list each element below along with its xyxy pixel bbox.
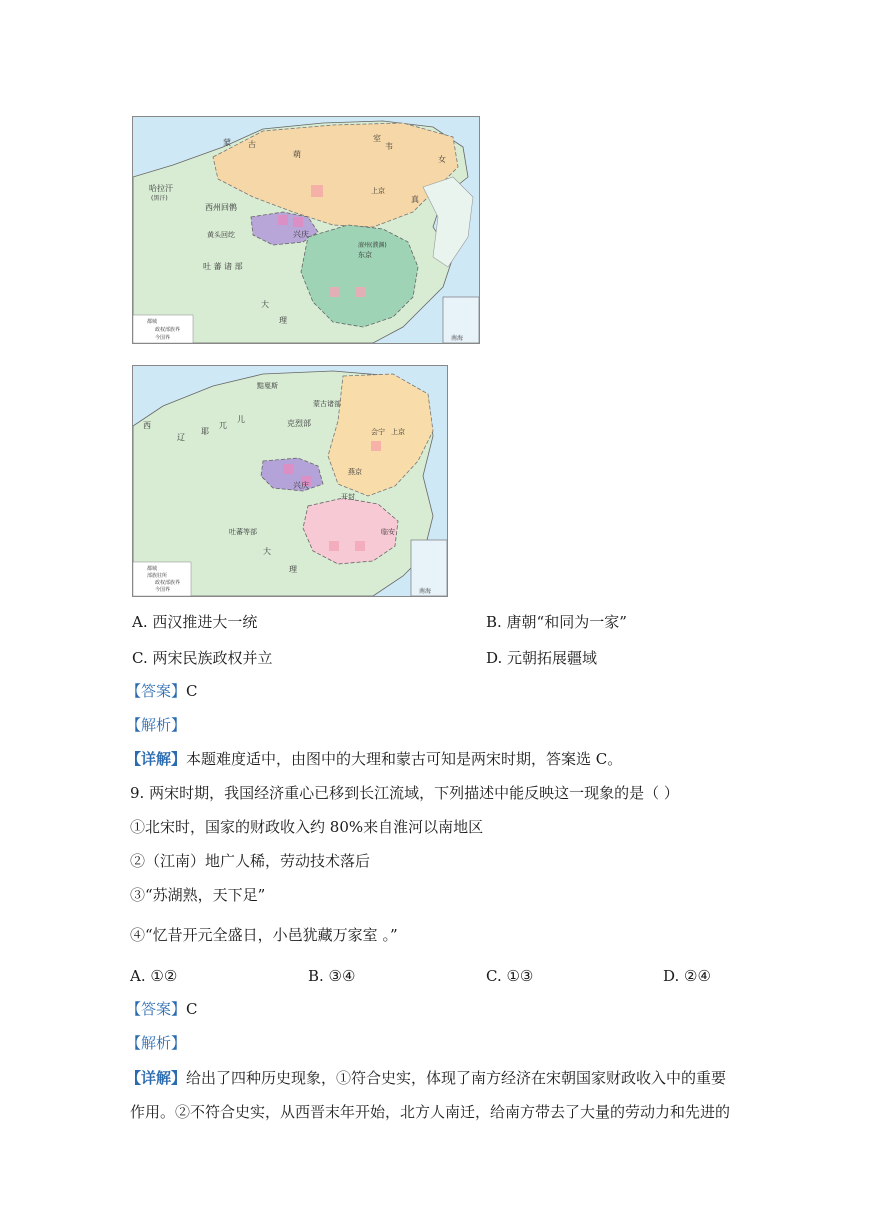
label-heihan: (黑汗) [151, 195, 168, 202]
label-dongjing: 东京 [358, 251, 372, 259]
label-menggu-zhubu: 蒙古诸部 [313, 400, 341, 408]
legend-boundary-2: 政权部族界 [155, 580, 181, 586]
q9-detail-text-1: 给出了四种历史现象，①符合史实，体现了南方经济在宋朝国家财政收入中的重要 [186, 1069, 727, 1087]
label-nanhai-2: 南海 [419, 588, 432, 595]
q8-option-b: B. 唐朝“和同为一家” [486, 613, 627, 631]
label-halahan: 哈拉汗 [149, 184, 173, 193]
q8-answer [126, 681, 198, 701]
q9-option-d: D. ②④ [663, 967, 711, 985]
map-northern-song-svg [133, 117, 479, 343]
q9-option-c: C. ①③ [486, 967, 534, 985]
q8-option-a: A. 西汉推进大一统 [132, 613, 258, 631]
legend-capital-2: 都城 [147, 566, 158, 572]
label-nv: 女 [438, 155, 446, 164]
label-er: 儿 [237, 415, 245, 424]
label-zhen: 真 [411, 195, 419, 204]
q8-answer-value: C [186, 682, 198, 700]
label-yanjing: 燕京 [348, 468, 362, 476]
label-tubo-zhubu: 吐 蕃 诸 部 [203, 262, 243, 271]
legend-national-border-2: 今国界 [155, 587, 171, 593]
map-southern-song [132, 365, 448, 597]
label-xingqing-xixia: 兴庆 [293, 481, 309, 490]
label-li: 理 [279, 316, 287, 325]
q9-answer-value: C [186, 1000, 198, 1018]
label-wu: 兀 [219, 421, 227, 430]
legend-tribe-seat: 部族驻所 [147, 573, 168, 579]
q9-item-4: ④“忆昔开元全盛日，小邑犹藏万家室 。” [130, 926, 398, 944]
label-gu: 古 [248, 140, 256, 149]
label-xizhou-huihu: 西州回鹘 [205, 203, 237, 212]
label-keliebu: 克烈部 [287, 419, 311, 428]
legend-capital: 都城 [147, 319, 158, 325]
label-li-2: 理 [289, 565, 297, 574]
label-shangjing-jin: 上京 [391, 428, 405, 436]
label-shiwei: 室 [373, 134, 381, 143]
label-ye: 耶 [201, 427, 209, 436]
q9-item-3: ③“苏湖熟，天下足” [130, 886, 266, 904]
label-da: 大 [261, 300, 269, 309]
label-linan: 临安 [381, 528, 395, 536]
label-mengu: 蒙 [223, 138, 231, 147]
label-xiajiasi: 黠戛斯 [257, 382, 278, 390]
label-shangjing: 上京 [371, 187, 385, 195]
map-northern-song [132, 116, 480, 344]
q8-option-d: D. 元朝拓展疆域 [486, 649, 598, 667]
q8-analysis-tag: 【解析】 [126, 716, 187, 734]
label-wei: 韦 [385, 142, 393, 151]
q9-option-b: B. ③④ [308, 967, 356, 985]
label-huining: 会宁 [371, 428, 385, 436]
q9-stem: 9. 两宋时期，我国经济重心已移到长江流域，下列描述中能反映这一现象的是（ ） [130, 784, 679, 802]
label-tubo-dengbu: 吐蕃等部 [229, 528, 257, 536]
q8-answer-tag: 【答案】 [126, 682, 187, 700]
label-da-2: 大 [263, 547, 271, 556]
label-huangtou-huihe: 黄头回纥 [207, 231, 235, 239]
q9-item-2: ②（江南）地广人稀，劳动技术落后 [130, 852, 371, 870]
label-mengwu: 萌 [293, 150, 301, 159]
q9-analysis-tag: 【解析】 [126, 1034, 187, 1052]
q8-option-c: C. 两宋民族政权并立 [132, 649, 273, 667]
legend-national-border: 今国界 [155, 335, 171, 341]
q9-option-a: A. ①② [130, 967, 178, 985]
q9-detail-line-2: 作用。②不符合史实，从西晋末年开始，北方人南迁，给南方带去了大量的劳动力和先进的 [130, 1103, 731, 1121]
q8-detail-text: 本题难度适中，由图中的大理和蒙古可知是两宋时期，答案选 C。 [186, 750, 623, 768]
label-chanzhou: 澶州(濮渊) [358, 242, 387, 249]
q8-analysis [126, 715, 186, 735]
label-xi: 西 [143, 421, 151, 430]
label-xingqing: 兴庆 [293, 230, 309, 239]
q9-detail-tag: 【详解】 [126, 1069, 187, 1087]
q9-answer-tag: 【答案】 [126, 1000, 187, 1018]
q9-analysis [126, 1033, 186, 1053]
q9-detail-line-1 [126, 1068, 726, 1088]
label-liao: 辽 [177, 433, 185, 442]
q9-item-1: ①北宋时，国家的财政收入约 80%来自淮河以南地区 [130, 818, 484, 836]
legend-boundary: 政权部族界 [155, 327, 181, 333]
map-southern-song-svg [133, 366, 447, 596]
q9-answer [126, 999, 198, 1019]
label-nanhai: 南海 [451, 335, 464, 342]
label-kaifeng: 开封 [341, 493, 355, 501]
q8-detail [126, 749, 622, 769]
q8-detail-tag: 【详解】 [126, 750, 187, 768]
